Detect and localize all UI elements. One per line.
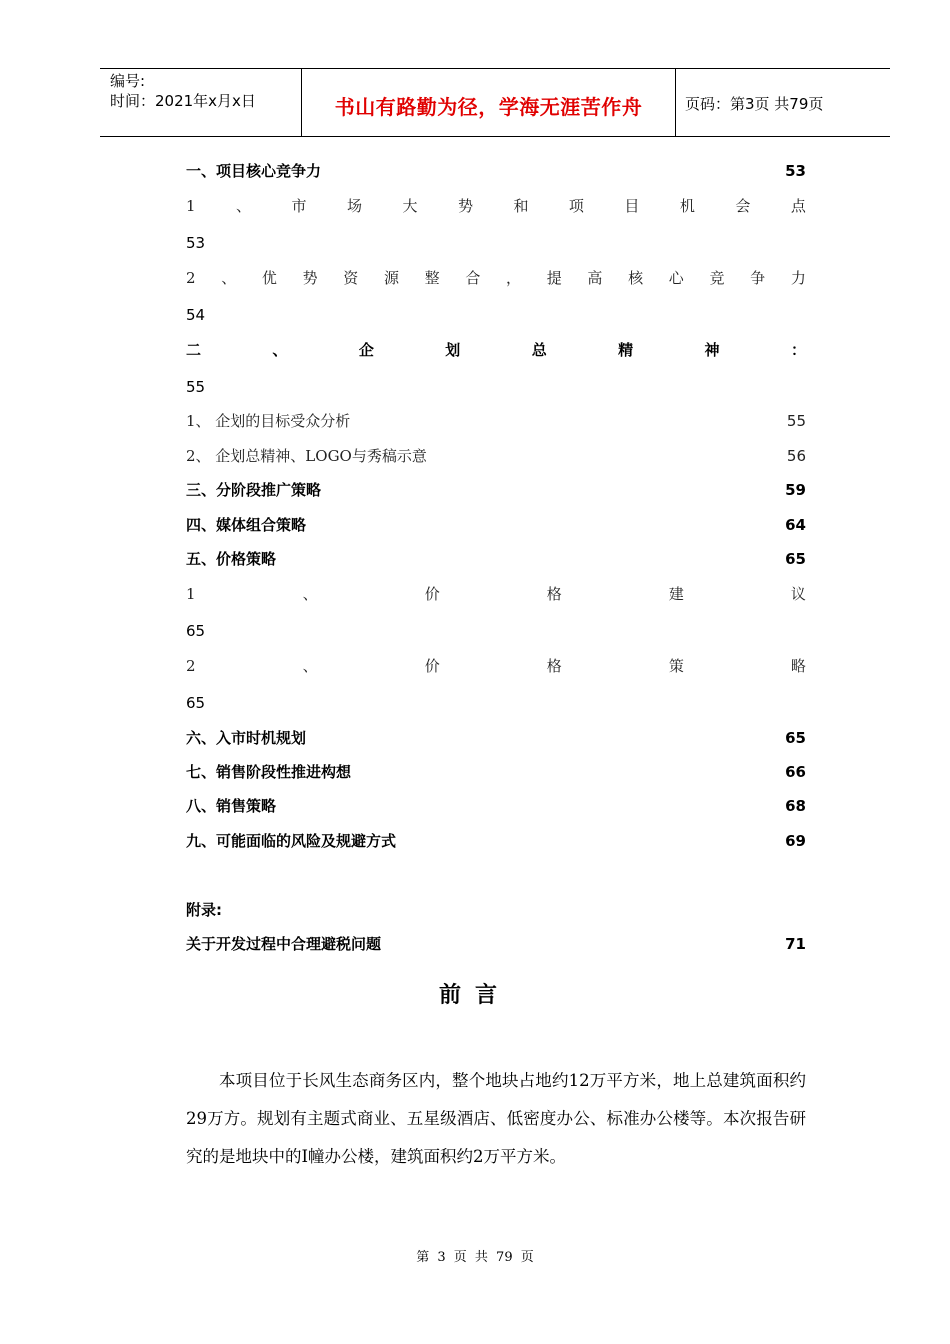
toc-spread-char: 点 [790,197,806,215]
toc-spread-char: 略 [790,657,806,675]
toc-spread-char: 会 [735,197,751,215]
toc-spread-char: 势 [457,197,473,215]
toc-item-tax-avoidance[interactable] [186,932,806,956]
toc-spread-char: 价 [424,585,440,603]
toc-spread-char: 策 [668,657,684,675]
toc-page-number: 69 [785,832,806,850]
toc-spread-char: 、 [302,657,318,675]
toc-item-resource-integration[interactable] [186,266,806,290]
toc-spread-char: 企 [358,341,374,359]
toc-item-core-competitiveness[interactable] [186,159,806,183]
toc-page-number: 56 [786,447,806,465]
toc-spread-char: 议 [790,585,806,603]
toc-spread-char: 核 [628,269,644,287]
toc-page-number: 55 [786,412,806,430]
toc-spread-char: 提 [546,269,562,287]
header-meta [110,71,256,111]
toc-label: 四、媒体组合策略 [186,516,307,534]
toc-spread-char: 精 [618,341,634,359]
toc-spread-char: 2 [186,269,196,287]
toc-item-price-tactics[interactable] [186,654,806,678]
toc-page-number: 65 [785,729,806,747]
toc-page-number-row [186,303,806,327]
toc-spread-char: 整 [424,269,440,287]
toc-spread-char: 建 [668,585,684,603]
toc-spread-char: 目 [624,197,640,215]
toc-item-market-opportunity[interactable] [186,194,806,218]
toc-spread-char: 高 [587,269,603,287]
toc-spread-char: 1 [186,585,196,603]
toc-label: 三、分阶段推广策略 [186,481,322,499]
toc-spread-char: 心 [668,269,684,287]
toc-page-number: 55 [186,378,206,396]
toc-spread-char: 大 [402,197,418,215]
toc-label: 1、 企划的目标受众分析 [186,412,351,430]
toc-page-number: 54 [186,306,206,324]
toc-page-number: 68 [785,797,806,815]
toc-page-number: 65 [785,550,806,568]
toc-spread-char: 总 [531,341,547,359]
toc-page-number: 71 [785,935,806,953]
toc-item-price-strategy[interactable] [186,547,806,571]
toc-label: 八、销售策略 [186,797,277,815]
toc-spread-char: 1 [186,197,196,215]
toc-page-number: 65 [186,622,206,640]
header-motto: 书山有路勤为径，学海无涯苦作舟 [334,95,643,119]
toc-spread-char: 、 [236,197,252,215]
toc-spread-char: 优 [261,269,277,287]
toc-spread-char: ， [506,269,522,287]
toc-item-price-suggestion[interactable] [186,582,806,606]
toc-spread-char: 、 [272,341,288,359]
toc-item-market-entry-timing[interactable] [186,726,806,750]
toc-page-number-row [186,619,806,643]
toc-label: 六、入市时机规划 [186,729,307,747]
toc-spread-char: 和 [513,197,529,215]
toc-spread-char: 、 [221,269,237,287]
toc-item-promotion-strategy[interactable] [186,478,806,502]
serial-label: 编号: [110,72,146,90]
toc-page-number-row [186,375,806,399]
toc-item-logo-samples[interactable] [186,444,806,468]
toc-spread-char: 合 [465,269,481,287]
toc-spread-char: 神 [704,341,720,359]
toc-spread-char: 格 [546,657,562,675]
toc-spread-char: 势 [302,269,318,287]
toc-spread-char: 争 [750,269,766,287]
toc-spread-char: 价 [424,657,440,675]
toc-page-number: 59 [785,481,806,499]
toc-page-number: 65 [186,694,206,712]
toc-spread-char: 场 [346,197,362,215]
toc-label: 九、可能面临的风险及规避方式 [186,832,397,850]
toc-spread-char: 、 [302,585,318,603]
preface-title: 前言 [438,983,511,1008]
toc-spread-char: 划 [445,341,461,359]
toc-page-number-row [186,691,806,715]
toc-label: 2、 企划总精神、LOGO与秀稿示意 [186,447,427,465]
toc-item-sales-strategy[interactable] [186,794,806,818]
header-page-info: 页码：第3页 共79页 [685,95,824,113]
toc-page-number: 53 [785,162,806,180]
toc-appendix-heading [186,898,806,922]
toc-spread-char: 格 [546,585,562,603]
toc-label: 五、价格策略 [186,550,277,568]
header-divider [675,69,676,136]
toc-spread-char: ： [790,341,806,359]
toc-spread-char: 二 [186,341,202,359]
toc-spread-char: 机 [679,197,695,215]
toc-item-risk-avoidance[interactable] [186,829,806,853]
toc-spread-char: 市 [291,197,307,215]
toc-page-number-row [186,231,806,255]
toc-spread-char: 2 [186,657,196,675]
appendix-label: 附录: [186,901,222,919]
toc-item-target-audience[interactable] [186,409,806,433]
page-footer: 第 3 页 共 79 页 [416,1250,534,1265]
toc-item-media-strategy[interactable] [186,513,806,537]
time-label: 时间：2021年x月x日 [110,92,256,110]
toc-label: 关于开发过程中合理避税问题 [186,935,382,953]
toc-spread-char: 资 [343,269,359,287]
toc-item-planning-spirit[interactable] [186,338,806,362]
toc-item-sales-phases[interactable] [186,760,806,784]
preface-body: 本项目位于长风生态商务区内，整个地块占地约12万平方米，地上总建筑面积约29万方。规划有主题式商业、五星级酒店、低密度办公、标准办公楼等。本次报告研究的是地块中的I幢办公楼，建筑面积约2万平方米。 [186,1071,806,1166]
toc-spread-char: 竞 [709,269,725,287]
page-header [100,68,890,137]
toc-spread-char: 力 [790,269,806,287]
toc-spread-char: 项 [568,197,584,215]
toc-page-number: 53 [186,234,206,252]
toc-page-number: 64 [785,516,806,534]
toc-label: 七、销售阶段性推进构想 [186,763,352,781]
toc-spread-char: 源 [383,269,399,287]
toc-label: 一、项目核心竞争力 [186,162,322,180]
toc-page-number: 66 [785,763,806,781]
